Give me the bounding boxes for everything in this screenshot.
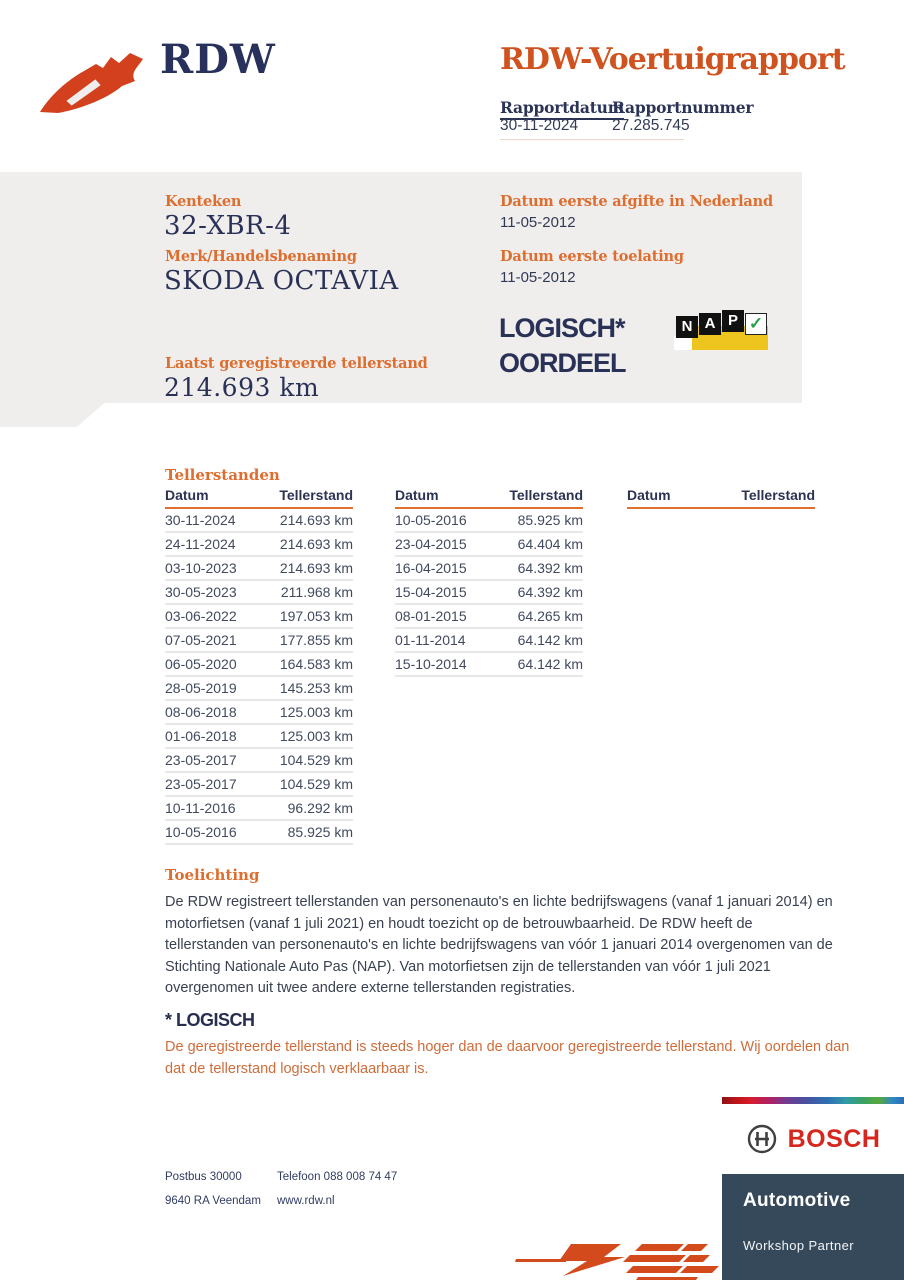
row-date: 10-05-2016 — [165, 824, 237, 840]
nap-letter-a: A — [699, 313, 721, 335]
merk-value: SKODA OCTAVIA — [164, 266, 399, 296]
report-date-value: 30-11-2024 — [500, 117, 579, 134]
row-odometer: 64.142 km — [517, 656, 583, 672]
table-row — [165, 533, 353, 557]
row-date: 15-10-2014 — [395, 656, 467, 672]
row-odometer: 104.529 km — [279, 776, 353, 792]
tellerstanden-table-1 — [165, 487, 353, 845]
col-datum: Datum — [165, 487, 209, 503]
col-datum: Datum — [395, 487, 439, 503]
nap-check-icon: ✓ — [745, 313, 767, 335]
tellerstanden-title: Tellerstanden — [165, 466, 280, 484]
tellerstanden-table-2 — [395, 487, 583, 677]
row-date: 08-01-2015 — [395, 608, 467, 624]
afgifte-label: Datum eerste afgifte in Nederland — [500, 193, 773, 210]
footer-address-line1: Postbus 30000 — [165, 1171, 242, 1183]
row-date: 01-11-2014 — [395, 632, 466, 648]
row-odometer: 96.292 km — [287, 800, 353, 816]
table-row — [165, 749, 353, 773]
footer-address-line2: 9640 RA Veendam — [165, 1195, 261, 1207]
table-row — [165, 605, 353, 629]
row-date: 24-11-2024 — [165, 536, 236, 552]
nap-letter-p: P — [722, 310, 744, 332]
row-odometer: 164.583 km — [279, 656, 353, 672]
row-date: 23-05-2017 — [165, 776, 237, 792]
row-date: 28-05-2019 — [165, 680, 237, 696]
row-date: 10-11-2016 — [165, 800, 236, 816]
tellerstand-value: 214.693 km — [164, 373, 320, 402]
row-odometer: 64.392 km — [517, 584, 583, 600]
table-row — [395, 629, 583, 653]
bosch-wordmark: BOSCH — [787, 1124, 881, 1153]
table-row — [395, 557, 583, 581]
nap-letter-n: N — [676, 316, 698, 338]
table-row — [165, 581, 353, 605]
row-date: 30-11-2024 — [165, 512, 236, 528]
report-number-label: Rapportnummer — [612, 98, 754, 117]
tellerstanden-table-3 — [627, 487, 815, 509]
bosch-partner-block — [722, 1097, 904, 1280]
col-tellerstand: Tellerstand — [279, 487, 353, 503]
toelating-value: 11-05-2012 — [500, 269, 576, 286]
nap-white-notch — [674, 336, 692, 350]
row-odometer: 125.003 km — [279, 704, 353, 720]
row-date: 06-05-2020 — [165, 656, 237, 672]
table-row — [395, 533, 583, 557]
table-row — [165, 677, 353, 701]
report-date-label: Rapportdatum — [500, 98, 624, 120]
row-date: 01-06-2018 — [165, 728, 237, 744]
toelating-label: Datum eerste toelating — [500, 248, 684, 265]
col-tellerstand: Tellerstand — [509, 487, 583, 503]
table-row — [165, 773, 353, 797]
row-odometer: 197.053 km — [279, 608, 353, 624]
row-odometer: 214.693 km — [279, 560, 353, 576]
table-row — [165, 629, 353, 653]
toelichting-title: Toelichting — [165, 866, 260, 884]
bosch-division: Automotive — [743, 1190, 851, 1211]
table-row — [165, 701, 353, 725]
row-odometer: 64.392 km — [517, 560, 583, 576]
afgifte-value: 11-05-2012 — [500, 214, 576, 231]
page-title: RDW-Voertuigrapport — [500, 42, 845, 77]
table-header — [395, 487, 583, 509]
footer-phone: Telefoon 088 008 74 47 — [277, 1171, 398, 1183]
row-date: 23-04-2015 — [395, 536, 467, 552]
table-row — [395, 581, 583, 605]
vehicle-summary-panel — [0, 172, 802, 427]
table-row — [395, 605, 583, 629]
table-header — [165, 487, 353, 509]
table-row — [165, 725, 353, 749]
row-odometer: 211.968 km — [280, 584, 353, 600]
table-row — [165, 557, 353, 581]
bosch-anchor-icon — [746, 1123, 778, 1155]
row-odometer: 177.855 km — [279, 632, 353, 648]
bosch-partner-label: Workshop Partner — [743, 1238, 854, 1253]
kenteken-value: 32-XBR-4 — [164, 211, 292, 241]
logisch-title: * LOGISCH — [165, 1010, 255, 1030]
row-date: 07-05-2021 — [165, 632, 237, 648]
table-row — [165, 797, 353, 821]
row-odometer: 125.003 km — [279, 728, 353, 744]
tellerstand-label: Laatst geregistreerde tellerstand — [165, 355, 428, 372]
row-date: 16-04-2015 — [395, 560, 467, 576]
report-number-value: 27.285.745 — [612, 117, 690, 134]
table-row — [395, 509, 583, 533]
row-odometer: 64.404 km — [517, 536, 583, 552]
nap-logo — [676, 308, 776, 356]
row-date: 08-06-2018 — [165, 704, 237, 720]
row-odometer: 104.529 km — [279, 752, 353, 768]
row-date: 10-05-2016 — [395, 512, 467, 528]
row-odometer: 85.925 km — [287, 824, 353, 840]
table-header — [627, 487, 815, 509]
footer-website: www.rdw.nl — [277, 1195, 335, 1207]
row-odometer: 145.253 km — [279, 680, 353, 696]
report-divider — [500, 139, 684, 140]
row-odometer: 214.693 km — [279, 536, 353, 552]
col-datum: Datum — [627, 487, 671, 503]
table-row — [165, 821, 353, 845]
col-tellerstand: Tellerstand — [741, 487, 815, 503]
row-date: 23-05-2017 — [165, 752, 237, 768]
logisch-body: De geregistreerde tellerstand is steeds hoger dan de daarvoor geregistreerde tellerstand. Wij oordelen dan dat de tellerstand logisch verklaarbaar is. — [165, 1039, 850, 1077]
table-row — [165, 653, 353, 677]
row-date: 03-10-2023 — [165, 560, 237, 576]
table-row — [395, 653, 583, 677]
row-date: 03-06-2022 — [165, 608, 237, 624]
row-odometer: 214.693 km — [279, 512, 353, 528]
oordeel-line2: OORDEEL — [499, 348, 626, 378]
row-odometer: 64.265 km — [517, 608, 583, 624]
table-row — [165, 509, 353, 533]
row-date: 30-05-2023 — [165, 584, 237, 600]
merk-label: Merk/Handelsbenaming — [165, 248, 357, 265]
kenteken-label: Kenteken — [165, 193, 242, 210]
oordeel-line1: LOGISCH* — [499, 313, 625, 343]
rdw-speed-graphic — [505, 1242, 723, 1280]
bosch-supergraphic-strip — [722, 1097, 904, 1104]
row-odometer: 64.142 km — [517, 632, 583, 648]
toelichting-body: De RDW registreert tellerstanden van personenauto's en lichte bedrijfswagens (vanaf 1 januari 2014) en motorfietsen (vanaf 1 juli 2021) en houdt toezicht op de betrouwbaarheid. De RDW heeft de tellerstanden van personenauto's en lichte bedrijfswagens van vóór 1 januari 2014 overgenomen van de Stichting Nationale Auto Pas (NAP). Van motorfietsen zijn de tellerstanden van vóór 1 juli 2021 overgenomen uit twee andere externe tellerstanden registraties. — [165, 894, 833, 997]
rdw-feather-logo-icon — [38, 50, 148, 116]
row-date: 15-04-2015 — [395, 584, 467, 600]
row-odometer: 85.925 km — [517, 512, 583, 528]
rdw-wordmark: RDW — [160, 36, 276, 83]
